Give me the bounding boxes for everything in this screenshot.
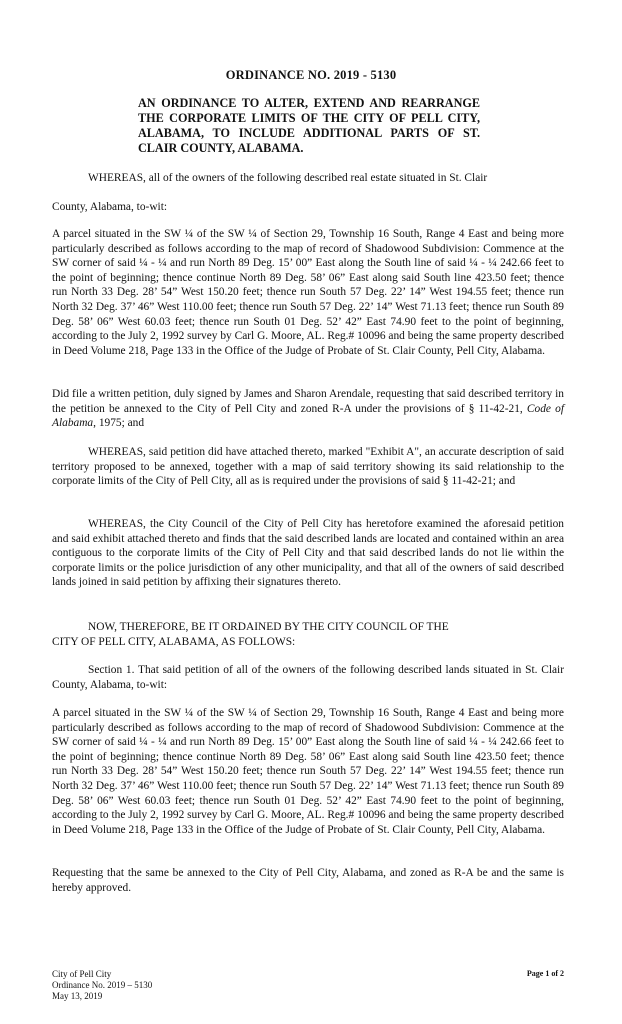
footer-city: City of Pell City xyxy=(52,969,112,979)
section-1-paragraph: Section 1. That said petition of all of the owners of the following described lands situated in St. Clair County, Alabama, to-wit: xyxy=(52,664,564,691)
whereas-owners-paragraph: WHEREAS, all of the owners of the following described real estate situated in St. Clair xyxy=(88,172,488,184)
ordinance-subtitle: AN ORDINANCE TO ALTER, EXTEND AND REARRANGE THE CORPORATE LIMITS OF THE CITY OF PELL CITY, ALABAMA, TO INCLUDE ADDITIONAL PARTS OF ST. CLAIR COUNTY, ALABAMA. xyxy=(138,96,480,155)
petition-text-pre: Did file a written petition, duly signed by James and Sharon Arendale, requesting that said described territory in the petition be annexed to the City of Pell City and zoned R-A under the provisions of § 11-42-21, xyxy=(52,388,564,415)
code-of-alabama: Code of Alabama xyxy=(52,402,564,430)
county-line: County, Alabama, to-wit: xyxy=(52,201,168,213)
now-therefore-line-1: NOW, THEREFORE, BE IT ORDAINED BY THE CITY COUNCIL OF THE xyxy=(88,621,449,633)
petition-text-post: , 1975; and xyxy=(93,417,145,430)
whereas-council-paragraph: WHEREAS, the City Council of the City of Pell City has heretofore examined the aforesaid petition and said exhibit attached thereto and finds that the said described lands are located and contained within an area contiguous to the corporate limits of the City of Pell City and that said described lands do not lie within the corporate limits or the police jurisdiction of any other municipality, and that all of the owners of said described lands joined in said petition by affixing their signatures thereto. xyxy=(52,518,564,589)
footer-ordinance-number: Ordinance No. 2019 – 5130 xyxy=(52,980,153,990)
page-number: Page 1 of 2 xyxy=(526,969,564,978)
now-therefore-line-2: CITY OF PELL CITY, ALABAMA, AS FOLLOWS: xyxy=(52,636,296,648)
petition-paragraph xyxy=(52,387,564,431)
parcel-description-2: A parcel situated in the SW ¼ of the SW ¼ of Section 29, Township 16 South, Range 4 East and being more particularly described as follows according to the map of record of Shadowood Subdivision: Commence at the SW corner of said ¼ - ¼ and run North 89 Deg. 15’ 00” East along the South line of said ¼ - ¼ 242.66 feet to the point of beginning; thence continue North 89 Deg. 58’ 06” East along said South line 423.50 feet; thence run North 33 Deg. 28’ 54” West 150.20 feet; thence run South 57 Deg. 22’ 14” West 194.55 feet; thence run North 32 Deg. 37’ 46” West 110.00 feet; thence run South 57 Deg. 22’ 14” West 71.13 feet; thence run South 89 Deg. 58’ 06” West 60.03 feet; thence run South 01 Deg. 52’ 42” East 74.90 feet to the point of beginning, according to the July 2, 1992 survey by Carl G. Moore, AL. Reg.# 10096 and being the same property described in Deed Volume 218, Page 133 in the Office of the Judge of Probate of St. Clair County, Pell City, Alabama. xyxy=(52,707,564,836)
footer-info xyxy=(52,969,152,1002)
parcel-description-1: A parcel situated in the SW ¼ of the SW ¼ of Section 29, Township 16 South, Range 4 East and being more particularly described as follows according to the map of record of Shadowood Subdivision: Commence at the SW corner of said ¼ - ¼ and run North 89 Deg. 15’ 00” East along the South line of said ¼ - ¼ 242.66 feet to the point of beginning; thence continue North 89 Deg. 58’ 06” East along said South line 423.50 feet; thence run North 33 Deg. 28’ 54” West 150.20 feet; thence run South 57 Deg. 22’ 14” West 194.55 feet; thence run North 32 Deg. 37’ 46” West 110.00 feet; thence run South 57 Deg. 22’ 14” West 71.13 feet; thence run South 89 Deg. 58’ 06” West 60.03 feet; thence run South 01 Deg. 52’ 42” East 74.90 feet to the point of beginning, according to the July 2, 1992 survey by Carl G. Moore, AL. Reg.# 10096 and being the same property described in Deed Volume 218, Page 133 in the Office of the Judge of Probate of St. Clair County, Pell City, Alabama. xyxy=(52,228,564,357)
requesting-paragraph: Requesting that the same be annexed to the City of Pell City, Alabama, and zoned as R-A be and the same is hereby approved. xyxy=(52,867,564,894)
whereas-exhibit-paragraph: WHEREAS, said petition did have attached thereto, marked "Exhibit A", an accurate description of said territory proposed to be annexed, together with a map of said territory showing its said relationship to the corporate limits of the City of Pell City, all as is required under the provisions of said § 11-42-21; and xyxy=(52,446,564,488)
footer-date: May 13, 2019 xyxy=(52,991,103,1001)
ordinance-title: ORDINANCE NO. 2019 - 5130 xyxy=(225,68,397,82)
